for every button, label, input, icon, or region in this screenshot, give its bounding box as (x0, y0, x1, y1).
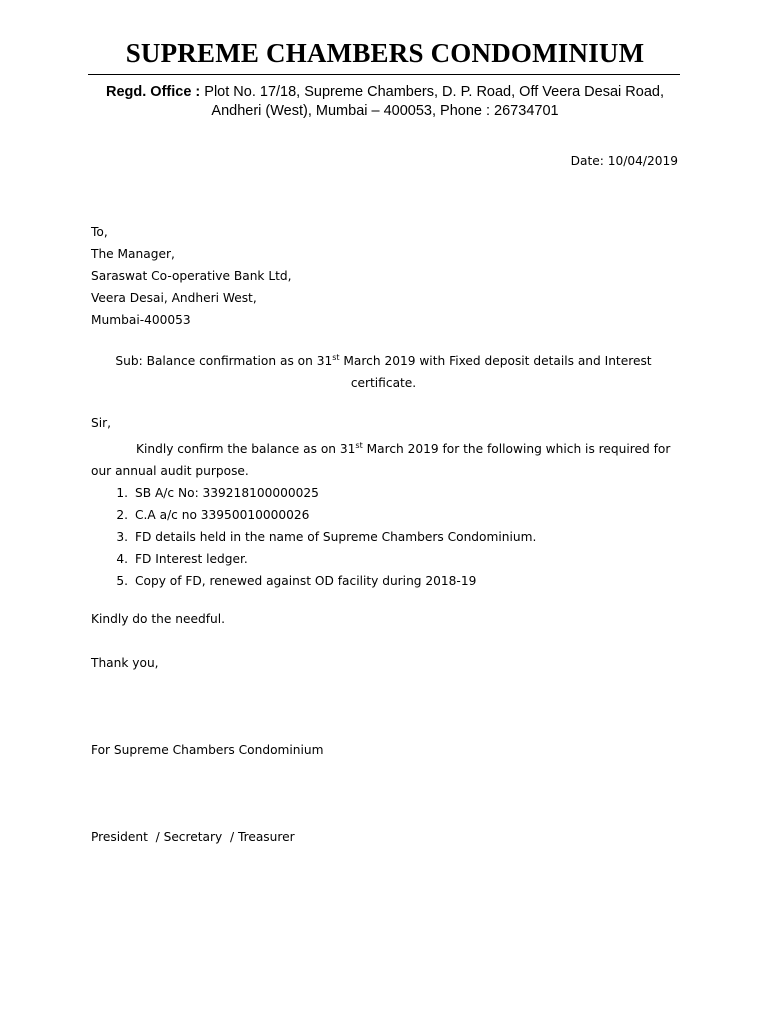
closing-thanks: Thank you, (91, 656, 159, 670)
salutation: Sir, (91, 416, 112, 430)
list-number: 1. (116, 486, 128, 500)
office-address-line1: Plot No. 17/18, Supreme Chambers, D. P. Road, Off Veera Desai Road, (200, 84, 664, 100)
subject-line1 (91, 350, 676, 372)
paragraph-line2: our annual audit purpose. (91, 464, 249, 478)
list-number: 2. (116, 508, 128, 522)
subject-text: Sub: Balance confirmation as on 31 (115, 354, 333, 368)
list-number: 4. (116, 552, 128, 566)
paragraph-line1 (91, 438, 681, 460)
closing-request: Kindly do the needful. (91, 612, 225, 626)
letter-date: Date: 10/04/2019 (570, 154, 678, 168)
recipient-line: Veera Desai, Andheri West, (91, 291, 257, 305)
letterhead-rule (88, 74, 680, 75)
paragraph-text-cont: March 2019 for the following which is required for (362, 442, 671, 456)
registered-office (80, 83, 690, 121)
subject-line2: certificate. (350, 376, 417, 390)
list-text: C.A a/c no 33950010000026 (135, 508, 310, 522)
list-number: 3. (116, 530, 128, 544)
list-text: SB A/c No: 339218100000025 (135, 486, 319, 500)
signatory-titles: President / Secretary / Treasurer (91, 830, 295, 844)
recipient-to: To, (91, 225, 108, 239)
paragraph-text: Kindly confirm the balance as on 31 (136, 442, 356, 456)
list-text: FD Interest ledger. (135, 552, 248, 566)
recipient-address (91, 221, 292, 331)
subject-superscript: st (332, 353, 340, 362)
subject-line (91, 350, 676, 394)
letterhead-title: SUPREME CHAMBERS CONDOMINIUM (125, 38, 645, 68)
recipient-line: Saraswat Co-operative Bank Ltd, (91, 269, 292, 283)
office-address-line2: Andheri (West), Mumbai – 400053, Phone : 26734701 (211, 103, 559, 119)
paragraph-superscript: st (355, 441, 363, 450)
recipient-line: Mumbai-400053 (91, 313, 191, 327)
signature-for-line: For Supreme Chambers Condominium (91, 743, 324, 757)
office-label: Regd. Office : (106, 84, 201, 100)
subject-text-cont: March 2019 with Fixed deposit details and Interest (339, 354, 652, 368)
list-text: FD details held in the name of Supreme Chambers Condominium. (135, 530, 537, 544)
recipient-line: The Manager, (91, 247, 175, 261)
list-text: Copy of FD, renewed against OD facility during 2018-19 (135, 574, 477, 588)
body-paragraph (91, 438, 681, 482)
list-number: 5. (116, 574, 128, 588)
